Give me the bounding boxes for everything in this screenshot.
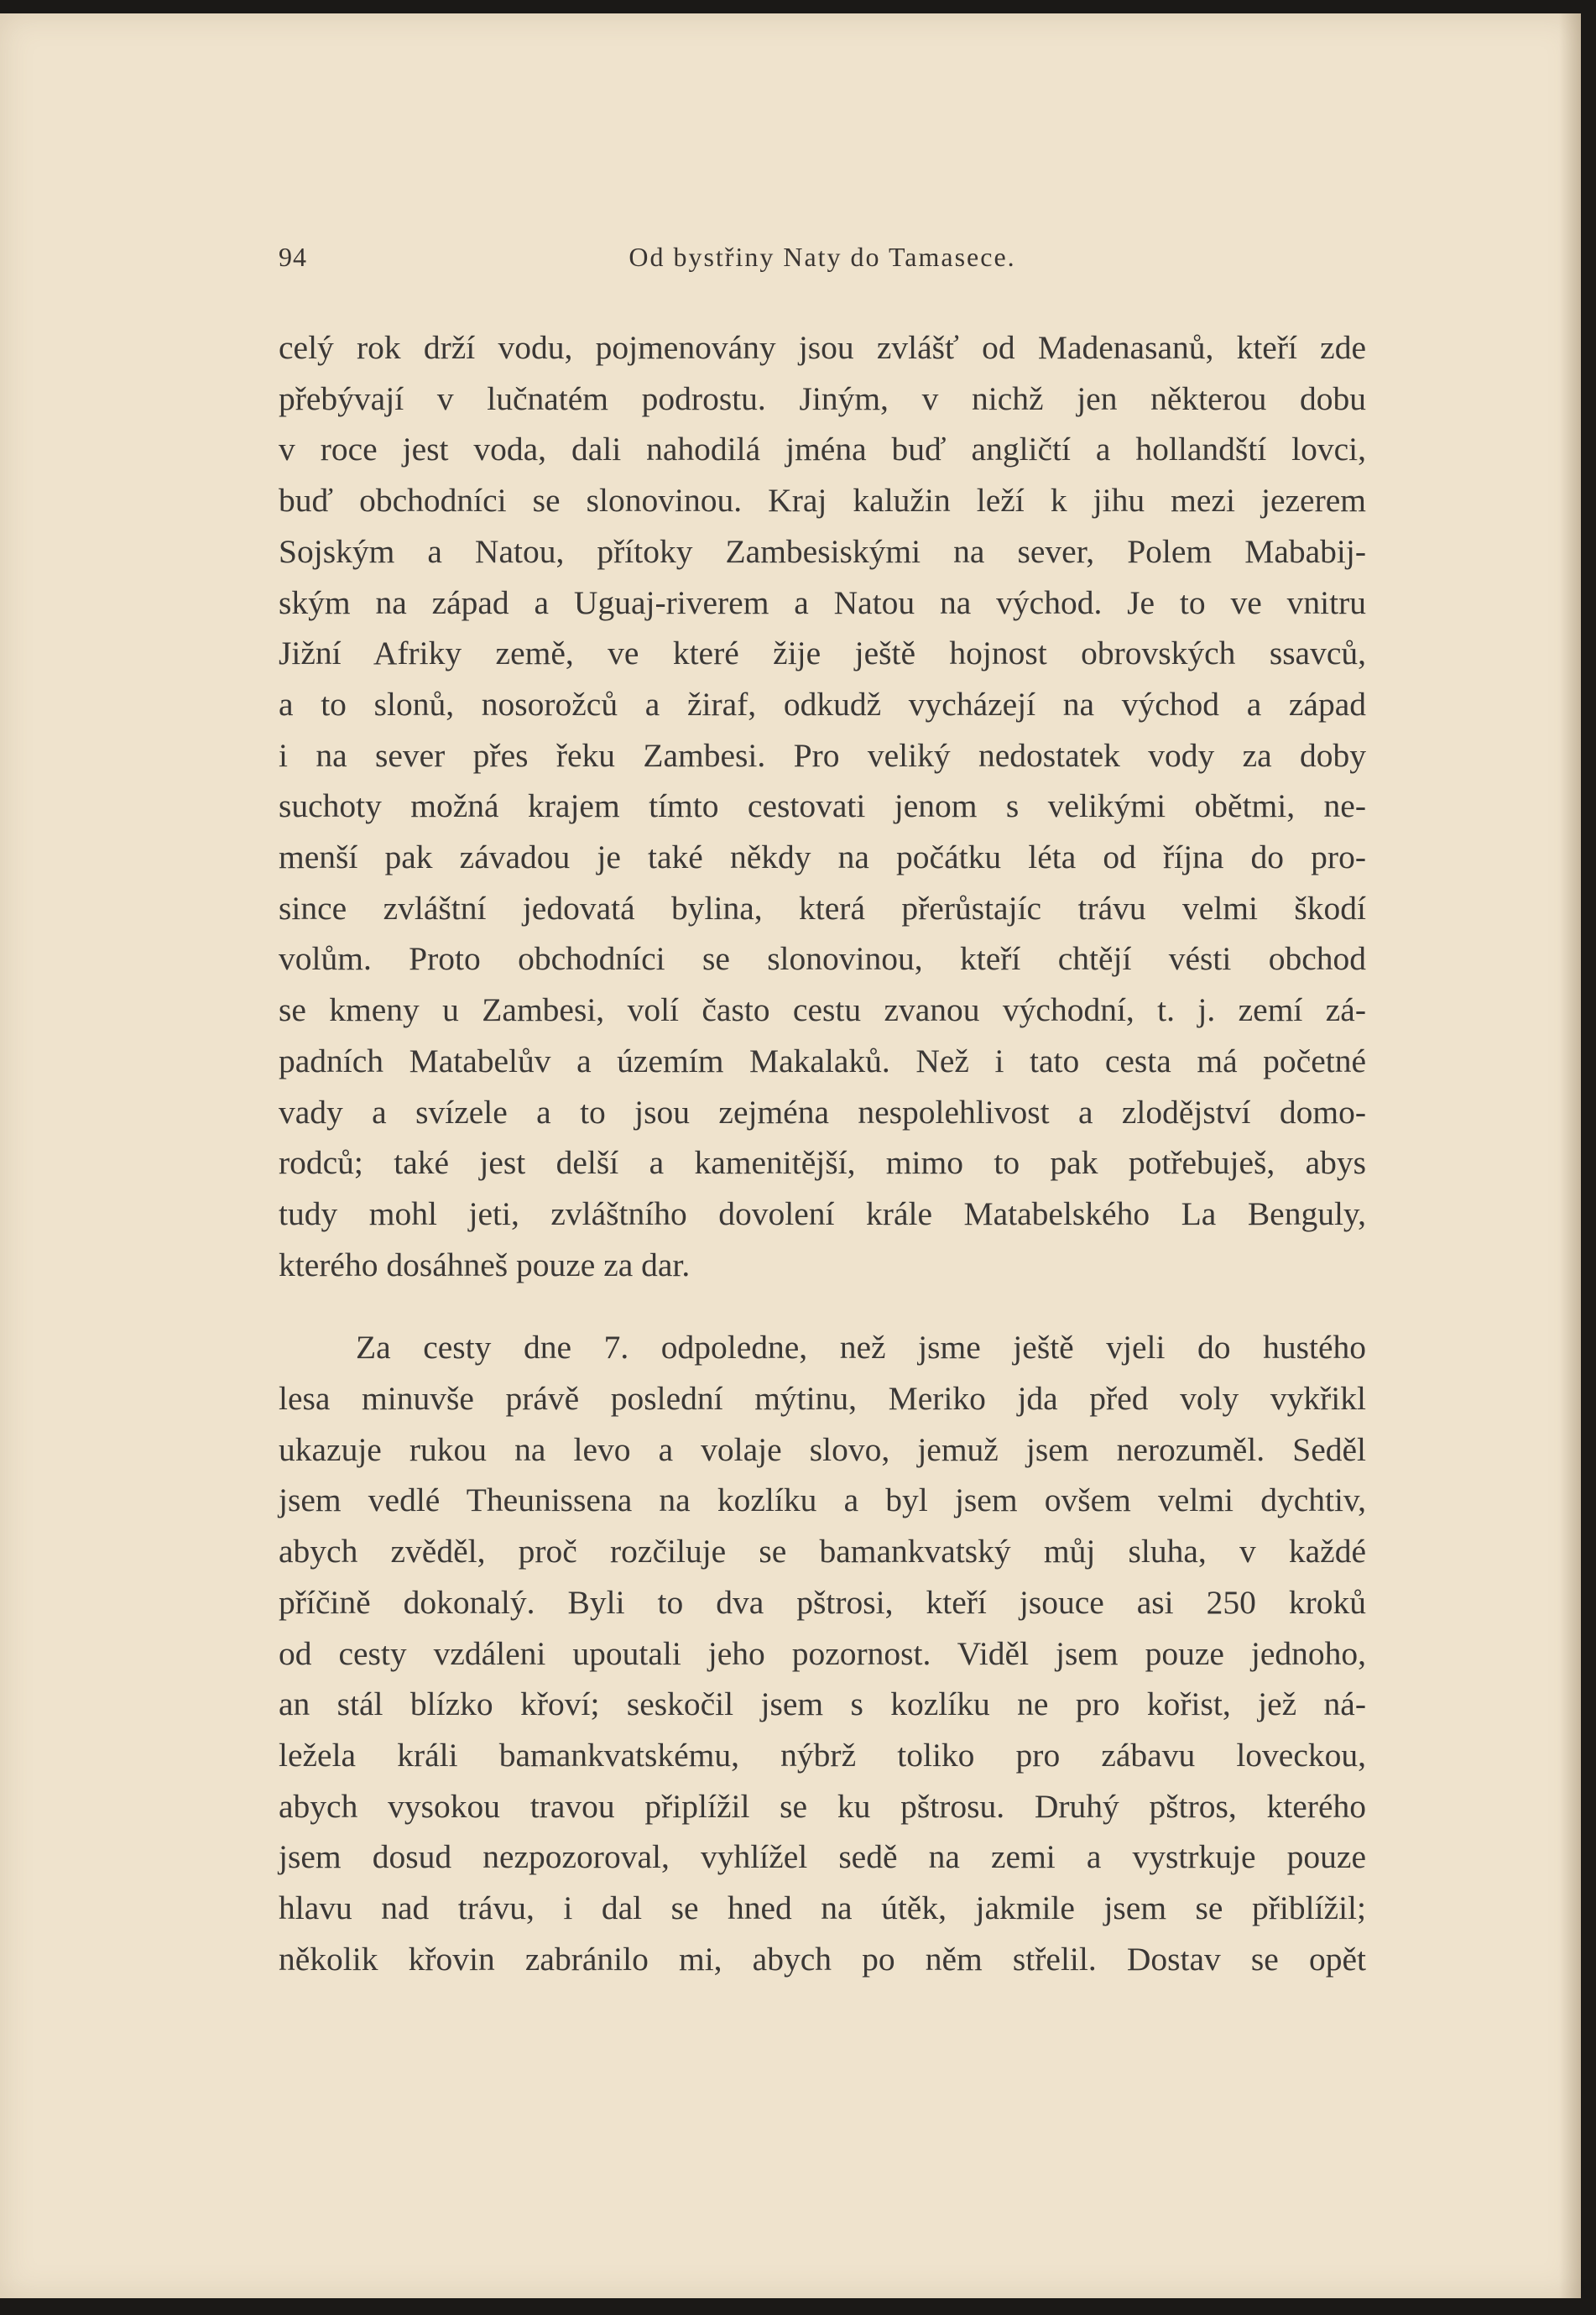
text-line: volům. Proto obchodníci se slonovinou, kteří chtějí vésti obchod bbox=[279, 940, 1366, 978]
text-line: několik křovin zabránilo mi, abych po něm střelil. Dostav se opět bbox=[279, 1940, 1366, 1978]
text-line: ležela králi bamankvatskému, nýbrž toliko pro zábavu loveckou, bbox=[279, 1736, 1366, 1774]
text-line: se kmeny u Zambesi, volí často cestu zvanou východní, t. j. zemí zá- bbox=[279, 991, 1366, 1029]
text-line: a to slonů, nosorožců a žiraf, odkudž vycházejí na východ a západ bbox=[279, 685, 1366, 723]
text-line: buď obchodníci se slonovinou. Kraj kalužin leží k jihu mezi jezerem bbox=[279, 482, 1366, 520]
paragraph bbox=[279, 322, 1366, 1290]
text-line: od cesty vzdáleni upoutali jeho pozornost. Viděl jsem pouze jednoho, bbox=[279, 1634, 1366, 1672]
text-line: menší pak závadou je také někdy na počátku léta od října do pro- bbox=[279, 839, 1366, 876]
text-line: tudy mohl jeti, zvláštního dovolení krále Matabelského La Benguly, bbox=[279, 1194, 1366, 1232]
book-page bbox=[0, 13, 1581, 2298]
page-header bbox=[279, 242, 1366, 284]
text-line: Za cesty dne 7. odpoledne, než jsme ještě vjeli do hustého bbox=[356, 1329, 1366, 1367]
text-line: Sojským a Natou, přítoky Zambesiskými na sever, Polem Mababij- bbox=[279, 532, 1366, 570]
text-line: v roce jest voda, dali nahodilá jména buď angličtí a hollandští lovci, bbox=[279, 431, 1366, 468]
text-line: ským na západ a Uguaj-riverem a Natou na východ. Je to ve vnitru bbox=[279, 583, 1366, 621]
text-line: celý rok drží vodu, pojmenovány jsou zvlášť od Madenasanů, kteří zde bbox=[279, 329, 1366, 366]
text-line: suchoty možná krajem tímto cestovati jenom s velikými obětmi, ne- bbox=[279, 787, 1366, 825]
running-title: Od bystřiny Naty do Tamasece. bbox=[628, 242, 1016, 272]
text-line: příčině dokonalý. Byli to dva pštrosi, kteří jsouce asi 250 kroků bbox=[279, 1583, 1366, 1621]
paragraph bbox=[279, 1322, 1366, 1984]
text-line: rodců; také jest delší a kamenitější, mimo to pak potřebuješ, abys bbox=[279, 1144, 1366, 1182]
text-line: přebývají v lučnatém podrostu. Jiným, v nichž jen některou dobu bbox=[279, 379, 1366, 417]
text-line: padních Matabelův a územím Makalaků. Než i tato cesta má početné bbox=[279, 1042, 1366, 1079]
text-line: hlavu nad trávu, i dal se hned na útěk, jakmile jsem se přiblížil; bbox=[279, 1889, 1366, 1927]
page-number: 94 bbox=[279, 242, 307, 272]
text-line: kterého dosáhneš pouze za dar. bbox=[279, 1246, 691, 1283]
text-line: an stál blízko křoví; seskočil jsem s kozlíku ne pro kořist, jež ná- bbox=[279, 1685, 1366, 1723]
text-line: i na sever přes řeku Zambesi. Pro veliký nedostatek vody za doby bbox=[279, 736, 1366, 774]
text-line: since zvláštní jedovatá bylina, která přerůstajíc trávu velmi škodí bbox=[279, 889, 1366, 927]
text-line: vady a svízele a to jsou zejména nespolehlivost a zlodějství domo- bbox=[279, 1093, 1366, 1131]
text-line: abych vysokou travou připlížil se ku pštrosu. Druhý pštros, kterého bbox=[279, 1787, 1366, 1825]
text-line: Jižní Afriky země, ve které žije ještě hojnost obrovských ssavců, bbox=[279, 635, 1366, 672]
text-line: lesa minuvše právě poslední mýtinu, Meriko jda před voly vykřikl bbox=[279, 1380, 1366, 1418]
body-text bbox=[279, 322, 1366, 1985]
paragraph-gap bbox=[279, 1290, 1366, 1322]
text-line: abych zvěděl, proč rozčiluje se bamankvatský můj sluha, v každé bbox=[279, 1533, 1366, 1570]
text-line: ukazuje rukou na levo a volaje slovo, jemuž jsem nerozuměl. Seděl bbox=[279, 1430, 1366, 1468]
text-line: jsem dosud nezpozoroval, vyhlížel sedě na zemi a vystrkuje pouze bbox=[279, 1838, 1366, 1876]
text-line: jsem vedlé Theunissena na kozlíku a byl jsem ovšem velmi dychtiv, bbox=[279, 1481, 1366, 1519]
